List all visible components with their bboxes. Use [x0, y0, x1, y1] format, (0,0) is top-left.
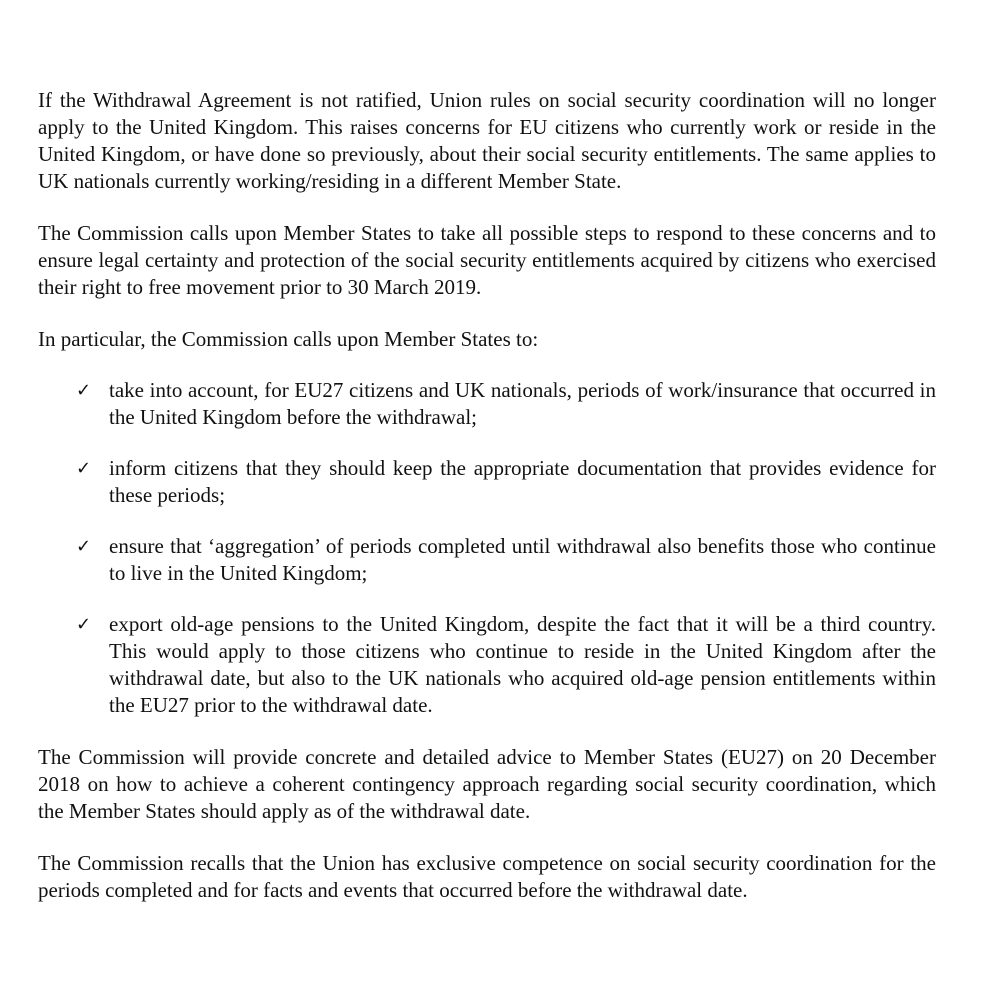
list-item	[38, 377, 936, 431]
paragraph-commission-calls: The Commission calls upon Member States to take all possible steps to respond to these concerns and to ensure legal certainty and protection of the social security entitlements acquired by citizens who exercised their right to free movement prior to 30 March 2019.	[38, 221, 936, 299]
list-item-text: ensure that ‘aggregation’ of periods completed until withdrawal also benefits those who continue to live in the United Kingdom;	[109, 534, 936, 585]
paragraph-withdrawal-not-ratified: If the Withdrawal Agreement is not ratified, Union rules on social security coordination will no longer apply to the United Kingdom. This raises concerns for EU citizens who currently work or reside in the United Kingdom, or have done so previously, about their social security entitlements. The same applies to UK nationals currently working/residing in a different Member State.	[38, 88, 936, 193]
paragraph-in-particular: In particular, the Commission calls upon Member States to:	[38, 327, 539, 351]
list-item	[38, 533, 936, 587]
document-page	[38, 87, 936, 929]
list-item-text: inform citizens that they should keep the appropriate documentation that provides evidence for these periods;	[109, 456, 936, 507]
checkmark-icon: ✓	[76, 458, 92, 479]
paragraph-exclusive-competence: The Commission recalls that the Union has exclusive competence on social security coordination for the periods completed and for facts and events that occurred before the withdrawal date.	[38, 851, 936, 902]
action-list	[38, 377, 936, 719]
list-item-text: export old-age pensions to the United Kingdom, despite the fact that it will be a third country. This would apply to those citizens who continue to reside in the United Kingdom after the withdrawal date, but also to the UK nationals who acquired old-age pension entitlements within the EU27 prior to the withdrawal date.	[109, 612, 936, 717]
list-item-text: take into account, for EU27 citizens and UK nationals, periods of work/insurance that occurred in the United Kingdom before the withdrawal;	[109, 378, 936, 429]
checkmark-icon: ✓	[76, 614, 92, 635]
paragraph-concrete-advice: The Commission will provide concrete and detailed advice to Member States (EU27) on 20 December 2018 on how to achieve a coherent contingency approach regarding social security coordination, which the Member States should apply as of the withdrawal date.	[38, 745, 936, 823]
checkmark-icon: ✓	[76, 380, 92, 401]
list-item	[38, 455, 936, 509]
list-item	[38, 611, 936, 719]
checkmark-icon: ✓	[76, 536, 92, 557]
